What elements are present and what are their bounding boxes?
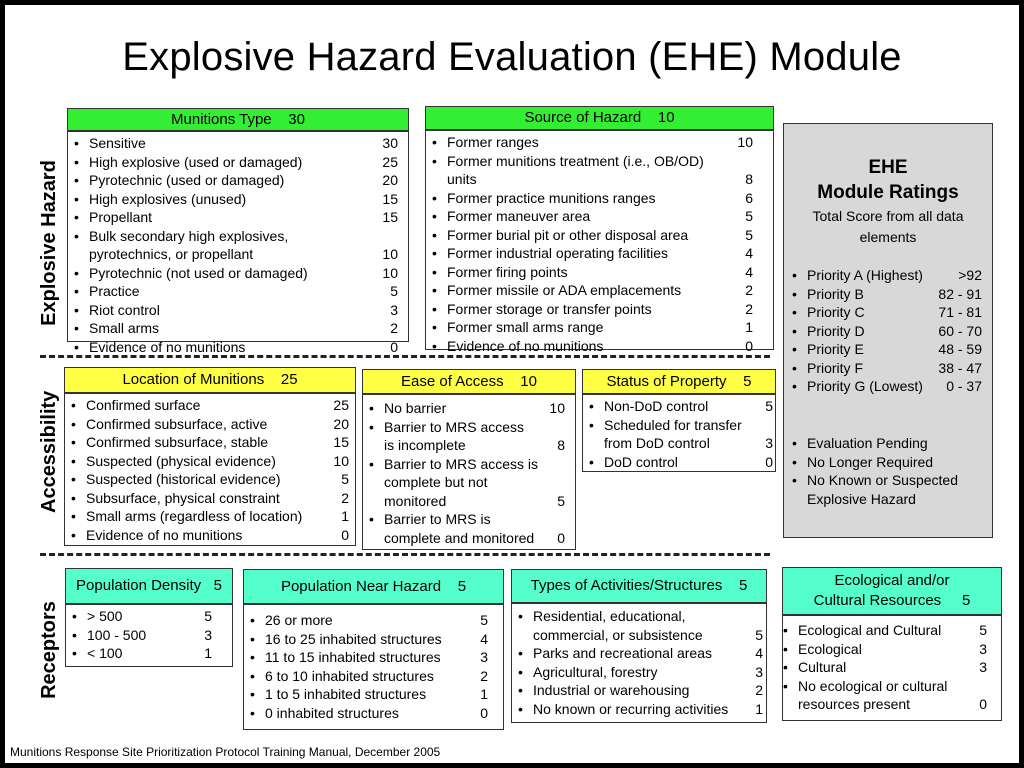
- list-item-label: • Evidence of no munitions: [86, 526, 243, 543]
- list-item-label: • No ecological or cultural: [798, 677, 948, 694]
- list-item-value: 4: [745, 245, 753, 261]
- list-item: [777, 621, 987, 640]
- list-item: [65, 470, 349, 489]
- ecological-header-line2: Cultural Resources 5: [813, 592, 971, 609]
- list-item-label: • 6 to 10 inhabited structures: [265, 667, 434, 684]
- list-item-value: 3: [979, 659, 987, 675]
- list-item-value: 2: [390, 320, 398, 336]
- ratings-subtitle-line2: elements: [859, 229, 917, 245]
- list-item-value: 25: [382, 153, 398, 170]
- list-item-label: • Priority D: [807, 322, 865, 339]
- location-of-munitions-list: [65, 396, 349, 544]
- section-label-accessibility: Accessibility: [38, 390, 60, 513]
- list-item-value: 2: [745, 282, 753, 298]
- list-item-label: • Industrial or warehousing: [533, 682, 690, 698]
- list-item: [777, 640, 987, 659]
- list-item-label: • Priority A (Highest): [807, 267, 923, 283]
- list-item-label: • Sensitive: [89, 135, 146, 151]
- list-item-value: 0: [557, 529, 565, 546]
- list-item: [786, 285, 982, 304]
- list-item-value: 38 - 47: [938, 359, 982, 376]
- list-item: [363, 399, 565, 418]
- list-item-label: • Evidence of no munitions: [447, 337, 604, 354]
- list-item: [426, 300, 753, 319]
- status-of-property-header: [582, 369, 776, 394]
- list-item-label: • 100 - 500: [87, 626, 147, 643]
- list-item-label: • 16 to 25 inhabited structures: [265, 630, 442, 647]
- list-item-label: • Small arms: [89, 320, 160, 336]
- list-item: [244, 611, 488, 630]
- list-item-value: 5: [755, 626, 763, 643]
- list-item-value: 0: [390, 338, 398, 355]
- list-item-label: • Ecological and Cultural: [798, 622, 942, 638]
- list-item-label: • Former burial pit or other disposal area: [447, 226, 689, 243]
- list-item-label: commercial, or subsistence: [533, 626, 703, 643]
- list-item: [786, 322, 982, 341]
- list-item-label: pyrotechnics, or propellant: [89, 246, 254, 262]
- location-of-munitions-header: [64, 367, 356, 393]
- list-item: [426, 226, 753, 245]
- list-item-value: 30: [382, 135, 398, 151]
- status-list: [786, 434, 982, 508]
- list-item: [426, 152, 753, 189]
- list-item-label: • Barrier to MRS access is: [384, 455, 539, 472]
- list-item-value: >92: [958, 267, 982, 283]
- population-density-list: [66, 607, 212, 663]
- list-item-value: 0: [765, 453, 773, 470]
- list-item-value: 10: [737, 134, 753, 150]
- status-of-property-header-text: Status of Property 5: [606, 373, 752, 390]
- types-of-activities-header-text: Types of Activities/Structures 5: [530, 577, 748, 594]
- list-item: [65, 489, 349, 508]
- list-item-label: • Scheduled for transfer: [604, 416, 742, 433]
- list-item-label: • High explosives (unused): [89, 190, 247, 207]
- ecological-header-line1: Ecological and/or: [834, 572, 950, 589]
- list-item-label: • < 100: [87, 645, 123, 661]
- list-item-value: 4: [480, 630, 488, 647]
- list-item: [512, 644, 763, 663]
- list-item-label: • Confirmed surface: [86, 397, 201, 413]
- list-item-label: • No barrier: [384, 400, 447, 416]
- list-item-value: 0: [480, 704, 488, 721]
- population-near-hazard-list: [244, 611, 488, 722]
- list-item-value: 48 - 59: [938, 341, 982, 357]
- list-item: [426, 207, 753, 226]
- munitions-type-list: [68, 134, 398, 356]
- list-item-value: 3: [480, 649, 488, 665]
- population-density-panel: [65, 604, 233, 667]
- list-item: [363, 455, 565, 511]
- list-item-label: • Cultural: [798, 659, 847, 675]
- list-item: [786, 377, 982, 396]
- list-item-value: 1: [341, 508, 349, 524]
- list-item-value: 15: [382, 209, 398, 225]
- list-item-label: • Priority F: [807, 359, 863, 376]
- list-item-value: 15: [333, 434, 349, 450]
- list-item-label: • > 500: [87, 608, 123, 624]
- list-item: [66, 644, 212, 663]
- list-item-label: complete but not: [384, 474, 488, 490]
- list-item-value: 5: [390, 283, 398, 299]
- munitions-type-header-text: Munitions Type 30: [171, 111, 305, 128]
- list-item: [426, 244, 753, 263]
- list-item: [426, 318, 753, 337]
- list-item-label: • Practice: [89, 283, 140, 299]
- population-near-hazard-header: [243, 569, 504, 604]
- page-title: Explosive Hazard Evaluation (EHE) Module: [122, 35, 902, 79]
- list-item: [68, 301, 398, 320]
- source-of-hazard-panel: [425, 130, 774, 354]
- list-item: [65, 396, 349, 415]
- list-item-value: 10: [382, 246, 398, 262]
- list-item: [65, 452, 349, 471]
- types-of-activities-header: [511, 569, 767, 603]
- source-of-hazard-list: [426, 133, 753, 355]
- list-item: [786, 303, 982, 322]
- list-item: [68, 282, 398, 301]
- list-item-label: is incomplete: [384, 437, 466, 453]
- list-item-label: • Propellant: [89, 209, 153, 225]
- list-item-label: • Former maneuver area: [447, 208, 591, 224]
- list-item: [65, 415, 349, 434]
- list-item: [786, 471, 982, 508]
- list-item: [68, 171, 398, 190]
- list-item: [426, 337, 753, 356]
- list-item-label: • Former missile or ADA emplacements: [447, 282, 682, 298]
- list-item-label: • Former storage or transfer points: [447, 300, 652, 317]
- list-item: [66, 607, 212, 626]
- list-item: [512, 700, 763, 719]
- status-of-property-list: [583, 397, 773, 471]
- location-of-munitions-panel: [64, 393, 356, 546]
- list-item-label: • Subsurface, physical constraint: [86, 489, 280, 506]
- list-item: [583, 453, 773, 472]
- list-item-value: 5: [979, 622, 987, 638]
- section-label-receptors: Receptors: [38, 601, 60, 699]
- list-item: [786, 359, 982, 378]
- ease-of-access-header: [362, 369, 576, 394]
- list-item-value: 6: [745, 189, 753, 206]
- list-item-label: Explosive Hazard: [807, 490, 916, 507]
- list-item-value: 5: [480, 612, 488, 628]
- list-item: [66, 626, 212, 645]
- list-item-label: • Confirmed subsurface, stable: [86, 434, 269, 450]
- section-divider-bottom: [40, 553, 770, 556]
- list-item-value: 0: [745, 337, 753, 354]
- list-item: [65, 526, 349, 545]
- list-item-label: • Non-DoD control: [604, 398, 709, 414]
- list-item: [244, 630, 488, 649]
- list-item-label: • 11 to 15 inhabited structures: [265, 649, 441, 665]
- population-density-header: [65, 568, 233, 604]
- list-item-label: • Former firing points: [447, 263, 568, 280]
- list-item-label: • Former industrial operating facilities: [447, 245, 668, 261]
- list-item-label: • Priority C: [807, 304, 865, 320]
- list-item: [512, 663, 763, 682]
- list-item-label: resources present: [798, 696, 911, 712]
- list-item: [68, 153, 398, 172]
- list-item-label: • Bulk secondary high explosives,: [89, 227, 289, 244]
- list-item: [244, 667, 488, 686]
- list-item-value: 4: [745, 263, 753, 280]
- list-item: [786, 266, 982, 285]
- list-item-label: • No known or recurring activities: [533, 700, 729, 717]
- ease-of-access-panel: [362, 394, 576, 550]
- types-of-activities-panel: [511, 603, 767, 723]
- list-item-value: 0: [341, 526, 349, 543]
- list-item-label: • 0 inhabited structures: [265, 704, 399, 721]
- list-item: [426, 189, 753, 208]
- list-item: [512, 607, 763, 644]
- list-item: [68, 208, 398, 227]
- list-item: [583, 397, 773, 416]
- list-item-value: 5: [204, 608, 212, 624]
- list-item-value: 3: [204, 626, 212, 643]
- ecological-header: [782, 567, 1002, 615]
- list-item-label: from DoD control: [604, 435, 710, 451]
- list-item-value: 5: [765, 398, 773, 414]
- list-item-value: 3: [755, 663, 763, 680]
- ratings-subtitle-line1: Total Score from all data: [812, 208, 964, 224]
- list-item-label: • Suspected (historical evidence): [86, 471, 281, 487]
- types-of-activities-list: [512, 607, 763, 718]
- list-item-value: 2: [480, 667, 488, 684]
- list-item-value: 3: [390, 301, 398, 318]
- population-near-hazard-panel: [243, 604, 504, 730]
- source-of-hazard-header: [425, 106, 774, 130]
- list-item-value: 1: [204, 645, 212, 661]
- location-of-munitions-header-text: Location of Munitions 25: [122, 371, 298, 388]
- list-item-label: • Pyrotechnic (not used or damaged): [89, 264, 308, 281]
- list-item-value: 4: [755, 645, 763, 661]
- list-item-label: • Suspected (physical evidence): [86, 452, 276, 469]
- list-item: [786, 453, 982, 472]
- list-item: [363, 418, 565, 455]
- ehe-module-ratings-panel: [783, 123, 993, 538]
- list-item: [426, 281, 753, 300]
- ease-of-access-list: [363, 399, 565, 547]
- list-item-label: • Former small arms range: [447, 319, 604, 335]
- list-item-label: monitored: [384, 492, 447, 509]
- list-item-label: • Former practice munitions ranges: [447, 189, 656, 206]
- list-item-value: 1: [745, 319, 753, 335]
- list-item-label: • Priority E: [807, 341, 864, 357]
- list-item: [65, 507, 349, 526]
- status-of-property-panel: [582, 394, 776, 472]
- list-item-label: • Residential, educational,: [533, 608, 686, 624]
- list-item: [777, 677, 987, 714]
- list-item-value: 5: [745, 226, 753, 243]
- ratings-title-line1: EHE: [868, 157, 908, 178]
- list-item: [244, 704, 488, 723]
- ease-of-access-header-text: Ease of Access 10: [401, 373, 537, 390]
- list-item-value: 5: [341, 471, 349, 487]
- list-item-value: 10: [333, 452, 349, 469]
- list-item: [68, 264, 398, 283]
- list-item-value: 60 - 70: [938, 322, 982, 339]
- list-item: [786, 434, 982, 453]
- list-item-value: 8: [557, 437, 565, 453]
- list-item-label: • Former munitions treatment (i.e., OB/OD): [447, 152, 704, 169]
- list-item-label: • Riot control: [89, 301, 160, 318]
- list-item-value: 2: [755, 682, 763, 698]
- list-item-label: • Evidence of no munitions: [89, 338, 246, 355]
- munitions-type-header: [67, 108, 409, 131]
- list-item-value: 1: [755, 700, 763, 717]
- list-item-label: • Ecological: [798, 640, 862, 657]
- list-item-label: • Priority G (Lowest): [807, 378, 923, 394]
- list-item-label: • 1 to 5 inhabited structures: [265, 686, 427, 702]
- list-item-value: 3: [765, 435, 773, 451]
- list-item: [786, 340, 982, 359]
- list-item-label: • 26 or more: [265, 612, 333, 628]
- list-item-value: 15: [382, 190, 398, 207]
- list-item-value: 10: [549, 400, 565, 416]
- list-item-label: • Parks and recreational areas: [533, 645, 712, 661]
- list-item-value: 0 - 37: [946, 378, 982, 394]
- list-item-value: 2: [745, 300, 753, 317]
- list-item: [363, 510, 565, 547]
- list-item-value: 82 - 91: [938, 285, 982, 302]
- list-item: [777, 658, 987, 677]
- list-item: [65, 433, 349, 452]
- list-item-label: • Priority B: [807, 285, 864, 302]
- list-item-value: 71 - 81: [938, 304, 982, 320]
- list-item: [68, 134, 398, 153]
- list-item: [68, 319, 398, 338]
- list-item-label: units: [447, 171, 477, 187]
- list-item: [426, 133, 753, 152]
- ratings-title-line2: Module Ratings: [817, 182, 959, 203]
- population-density-header-text: Population Density 5: [76, 577, 222, 594]
- list-item-label: • Former ranges: [447, 134, 539, 150]
- list-item-value: 25: [333, 397, 349, 413]
- list-item: [68, 338, 398, 357]
- list-item: [68, 190, 398, 209]
- list-item-label: • Evaluation Pending: [807, 435, 928, 451]
- list-item-value: 0: [979, 696, 987, 712]
- list-item-label: • Agricultural, forestry: [533, 663, 658, 680]
- priority-list: [786, 266, 982, 396]
- ecological-list: [777, 621, 987, 714]
- list-item-value: 20: [382, 172, 398, 188]
- list-item-label: • No Known or Suspected: [807, 472, 958, 488]
- list-item-value: 5: [557, 492, 565, 509]
- list-item-label: complete and monitored: [384, 529, 535, 546]
- list-item-value: 20: [333, 415, 349, 432]
- list-item: [583, 416, 773, 453]
- source-of-hazard-header-text: Source of Hazard 10: [524, 109, 675, 126]
- population-near-hazard-header-text: Population Near Hazard 5: [280, 578, 467, 595]
- list-item-label: • No Longer Required: [807, 453, 934, 470]
- list-item: [68, 227, 398, 264]
- list-item-value: 5: [745, 208, 753, 224]
- list-item-value: 2: [341, 489, 349, 506]
- section-label-explosive-hazard: Explosive Hazard: [38, 160, 60, 326]
- list-item-value: 8: [745, 171, 753, 187]
- list-item: [244, 685, 488, 704]
- list-item-value: 1: [480, 686, 488, 702]
- list-item: [244, 648, 488, 667]
- list-item-label: • Confirmed subsurface, active: [86, 415, 268, 432]
- list-item-value: 3: [979, 640, 987, 657]
- list-item-label: • Barrier to MRS is: [384, 511, 491, 527]
- footer-citation: Munitions Response Site Prioritization Protocol Training Manual, December 2005: [10, 745, 441, 759]
- list-item: [426, 263, 753, 282]
- list-item-label: • Pyrotechnic (used or damaged): [89, 172, 285, 188]
- slide: [5, 5, 1019, 763]
- list-item: [512, 681, 763, 700]
- list-item-label: • DoD control: [604, 453, 678, 470]
- list-item-value: 10: [382, 264, 398, 281]
- ecological-panel: [782, 615, 1002, 721]
- munitions-type-panel: [67, 131, 409, 355]
- list-item-label: • High explosive (used or damaged): [89, 153, 303, 170]
- list-item-label: • Small arms (regardless of location): [86, 508, 303, 524]
- list-item-label: • Barrier to MRS access: [384, 418, 525, 435]
